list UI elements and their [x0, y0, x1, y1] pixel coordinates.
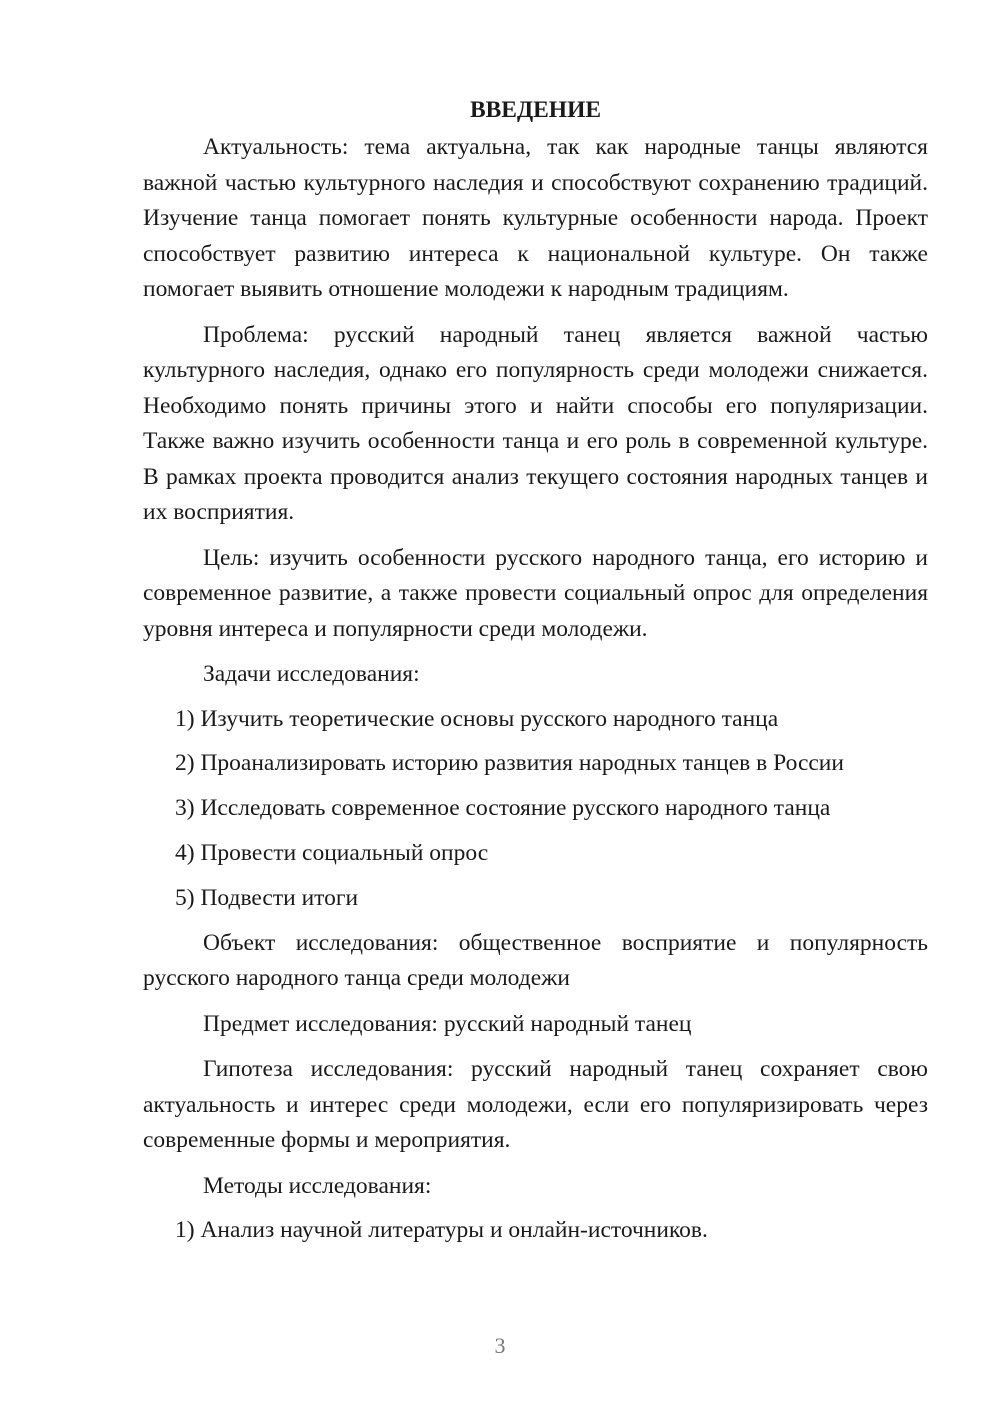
method-item: 1) Анализ научной литературы и онлайн-источников.	[175, 1217, 708, 1244]
subject-paragraph: Предмет исследования: русский народный танец	[203, 1010, 692, 1037]
document-page	[143, 92, 928, 1258]
task-item: 3) Исследовать современное состояние русского народного танца	[175, 795, 831, 822]
task-item: 5) Подвести итоги	[175, 885, 359, 912]
task-item: 1) Изучить теоретические основы русского народного танца	[175, 705, 779, 732]
tasks-label: Задачи исследования:	[203, 661, 420, 687]
hypothesis-paragraph: Гипотеза исследования: русский народный танец сохраняет свою актуальность и интерес среди молодежи, если его популяризировать через современные формы и мероприятия.	[143, 1056, 928, 1154]
task-item: 2) Проанализировать историю развития народных танцев в России	[175, 750, 844, 777]
section-title: ВВЕДЕНИЕ	[469, 97, 602, 123]
object-paragraph: Объект исследования: общественное восприятие и популярность русского народного танца среди молодежи	[143, 929, 928, 992]
page-number: 3	[494, 1333, 506, 1358]
methods-list	[143, 1213, 928, 1249]
goal-paragraph: Цель: изучить особенности русского народного танца, его историю и современное развитие, а также провести социальный опрос для определения уровня интереса и популярности среди молодежи.	[143, 544, 928, 642]
methods-label: Методы исследования:	[203, 1172, 432, 1199]
problem-paragraph: Проблема: русский народный танец является важной частью культурного наследия, однако его популярность среди молодежи снижается. Необходимо понять причины этого и найти способы его популяризации. Также важно изучить особенности танца и его роль в современной культуре. В рамках проекта проводится анализ текущего состояния народных танцев и их восприятия.	[143, 321, 928, 525]
tasks-list	[143, 702, 928, 917]
task-item: 4) Провести социальный опрос	[175, 840, 489, 867]
relevance-paragraph: Актуальность: тема актуальна, так как народные танцы являются важной частью культурного наследия и способствуют сохранению традиций. Изучение танца помогает понять культурные особенности народа. Проект способствует развитию интереса к национальной культуре. Он также помогает выявить отношение молодежи к народным традициям.	[143, 134, 928, 302]
